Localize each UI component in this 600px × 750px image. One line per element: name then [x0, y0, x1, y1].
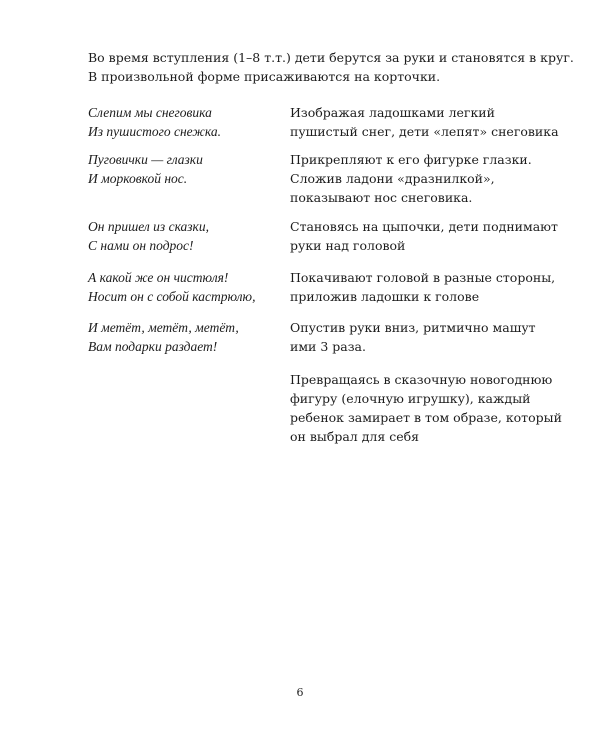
lyric-line: Пуговички — глазки — [88, 152, 203, 167]
intro-paragraph — [88, 48, 574, 86]
intro-line: Во время вступления (1–8 т.т.) дети берутся за руки и становятся в круг. — [88, 50, 574, 65]
action-line: Опустив руки вниз, ритмично машут — [290, 320, 536, 335]
page-number: 6 — [296, 686, 304, 699]
action-line: Изображая ладошками легкий — [290, 105, 495, 120]
verse-action-3 — [290, 217, 558, 255]
verse-lyrics-2 — [88, 150, 268, 188]
verse-lyrics-1 — [88, 103, 268, 141]
verse-action-4 — [290, 268, 556, 306]
lyric-line: Вам подарки раздает! — [88, 339, 218, 354]
lyric-line: И метёт, метёт, метёт, — [88, 320, 239, 335]
verse-lyrics-4 — [88, 268, 268, 306]
verse-action-2 — [290, 150, 530, 207]
lyric-line: И морковкой нос. — [88, 171, 188, 186]
action-line: Прикрепляют к его фигурке глазки. — [290, 152, 532, 167]
action-line: ребенок замирает в том образе, который — [290, 410, 562, 425]
lyric-line: А какой же он чистюля! — [88, 270, 229, 285]
action-line: приложив ладошки к голове — [290, 289, 480, 304]
verse-action-6 — [290, 370, 562, 446]
action-line: Сложив ладони «дразнилкой», — [290, 171, 495, 186]
action-line: Превращаясь в сказочную новогоднюю — [290, 372, 553, 387]
action-line: пушистый снег, дети «лепят» снеговика — [290, 124, 559, 139]
action-line: руки над головой — [290, 238, 406, 253]
action-line: показывают нос снеговика. — [290, 190, 473, 205]
action-line: Покачивают головой в разные стороны, — [290, 270, 556, 285]
verse-action-1 — [290, 103, 559, 141]
lyric-line: С нами он подрос! — [88, 238, 194, 253]
lyric-line: Он пришел из сказки, — [88, 219, 209, 234]
action-line: ими 3 раза. — [290, 339, 366, 354]
lyric-line: Слепим мы снеговика — [88, 105, 212, 120]
action-line: фигуру (елочную игрушку), каждый — [290, 391, 531, 406]
lyric-line: Носит он с собой кастрюлю, — [88, 289, 256, 304]
lyric-line: Из пушистого снежка. — [88, 124, 221, 139]
verse-lyrics-5 — [88, 318, 268, 356]
action-line: Становясь на цыпочки, дети поднимают — [290, 219, 558, 234]
verse-action-5 — [290, 318, 536, 356]
action-line: он выбрал для себя — [290, 429, 420, 444]
verse-lyrics-3 — [88, 217, 268, 255]
intro-line: В произвольной форме присаживаются на корточки. — [88, 69, 441, 84]
